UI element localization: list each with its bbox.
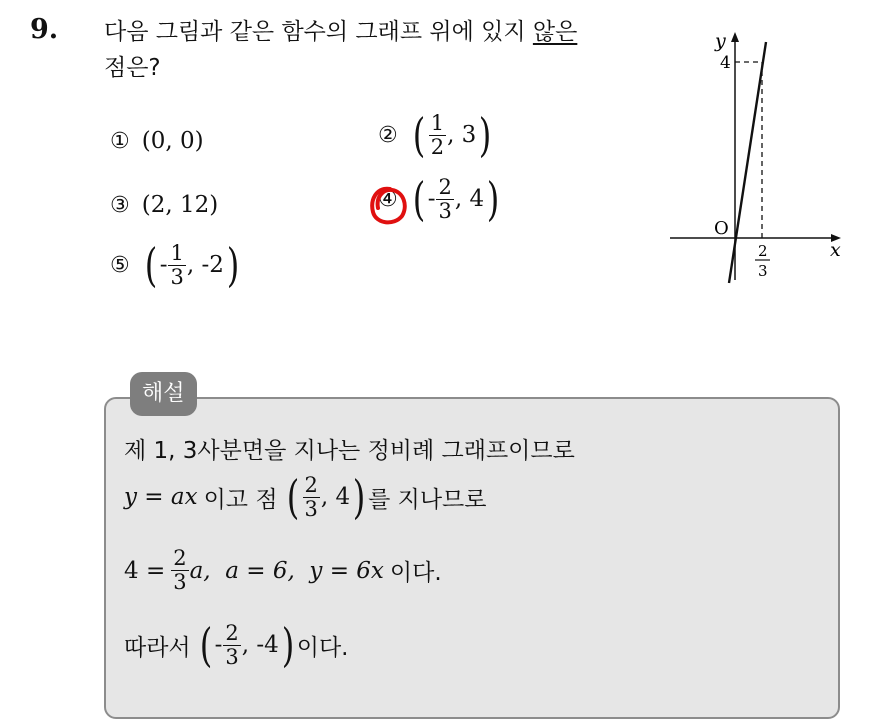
x-tick-numerator: 2 [758,242,768,260]
fraction [168,240,185,289]
fraction [171,548,188,593]
solution-line-3-after: 이다. [389,560,442,586]
choice-2[interactable] [378,108,494,162]
numerator: 2 [225,620,239,645]
left-paren: ( [199,618,212,672]
solution-line-4-rest: , -4 [241,632,279,658]
fraction [303,472,320,521]
choice-2-marker: ② [378,122,398,148]
question-number: 9. [30,14,59,45]
solution-line-4-sign: - [214,632,223,658]
solution-line-1-text: 제 1, 3사분면을 지나는 정비례 그래프이므로 [124,438,575,464]
solution-line-4-after: 이다. [296,634,349,661]
choice-5-rest: , -2 [186,252,224,278]
left-paren: ( [412,108,425,162]
y-axis-arrow [731,32,739,42]
numerator: 1 [430,110,445,135]
question-underlined-word: 않은 [532,19,578,45]
solution-tag: 해설 [130,372,197,416]
x-axis-label: x [830,239,841,261]
y-tick-label: 4 [720,53,731,73]
left-paren: ( [412,172,425,226]
question-text-line2: 점은? [104,55,161,81]
origin-label: O [714,218,729,239]
right-paren: ) [281,618,295,672]
choice-5[interactable] [110,238,242,292]
solution-line-3-lhs: 4 = [124,557,166,584]
denominator: 3 [438,198,452,223]
solution-line-1 [124,432,575,465]
choice-4-marker: ④ [378,186,398,212]
choice-2-rest: , 3 [447,122,477,148]
solution-line-2-text: 이고 점 [203,486,278,513]
fraction [429,110,446,159]
right-paren: ) [226,238,240,292]
right-paren: ) [486,172,500,226]
y-axis-label: y [715,30,726,52]
numerator: 2 [438,174,452,199]
numerator: 2 [173,546,187,570]
solution-line-2 [124,470,487,524]
choice-3-text: (2, 12) [141,192,219,218]
question-text [104,14,577,86]
solution-line-2-after: 를 지나므로 [368,486,487,513]
choice-5-sign: - [159,252,168,278]
choice-5-marker: ⑤ [110,252,130,278]
solution-line-3 [124,548,442,593]
choice-1[interactable] [110,128,204,154]
solution-line-4 [124,618,349,672]
choice-4-rest: , 4 [454,186,485,212]
x-tick-denominator: 3 [758,262,768,280]
solution-line-4-before: 따라서 [124,634,191,661]
denominator: 3 [304,496,318,521]
left-paren: ( [144,238,157,292]
fraction [223,620,240,669]
numerator: 1 [170,240,184,265]
solution-line-2-rest: , 4 [320,484,351,510]
choice-3-marker: ③ [110,192,130,218]
denominator: 2 [430,134,445,159]
choice-4-sign: - [427,186,436,212]
denominator: 3 [225,644,239,669]
denominator: 3 [173,570,187,594]
equation-y-ax: y = ax [124,484,198,510]
right-paren: ) [352,470,366,524]
fraction [436,174,453,223]
function-graph [665,28,850,288]
choice-1-text: (0, 0) [141,128,204,154]
numerator: 2 [304,472,318,497]
solution-line-3-rest: a, a = 6, y = 6x [189,557,384,584]
choice-1-marker: ① [110,128,130,154]
denominator: 3 [170,264,184,289]
question-text-part1: 다음 그림과 같은 함수의 그래프 위에 있지 [104,19,533,45]
right-paren: ) [479,108,492,162]
choice-3[interactable] [110,192,218,218]
answer-circle-mark [368,184,408,228]
left-paren: ( [286,470,299,524]
